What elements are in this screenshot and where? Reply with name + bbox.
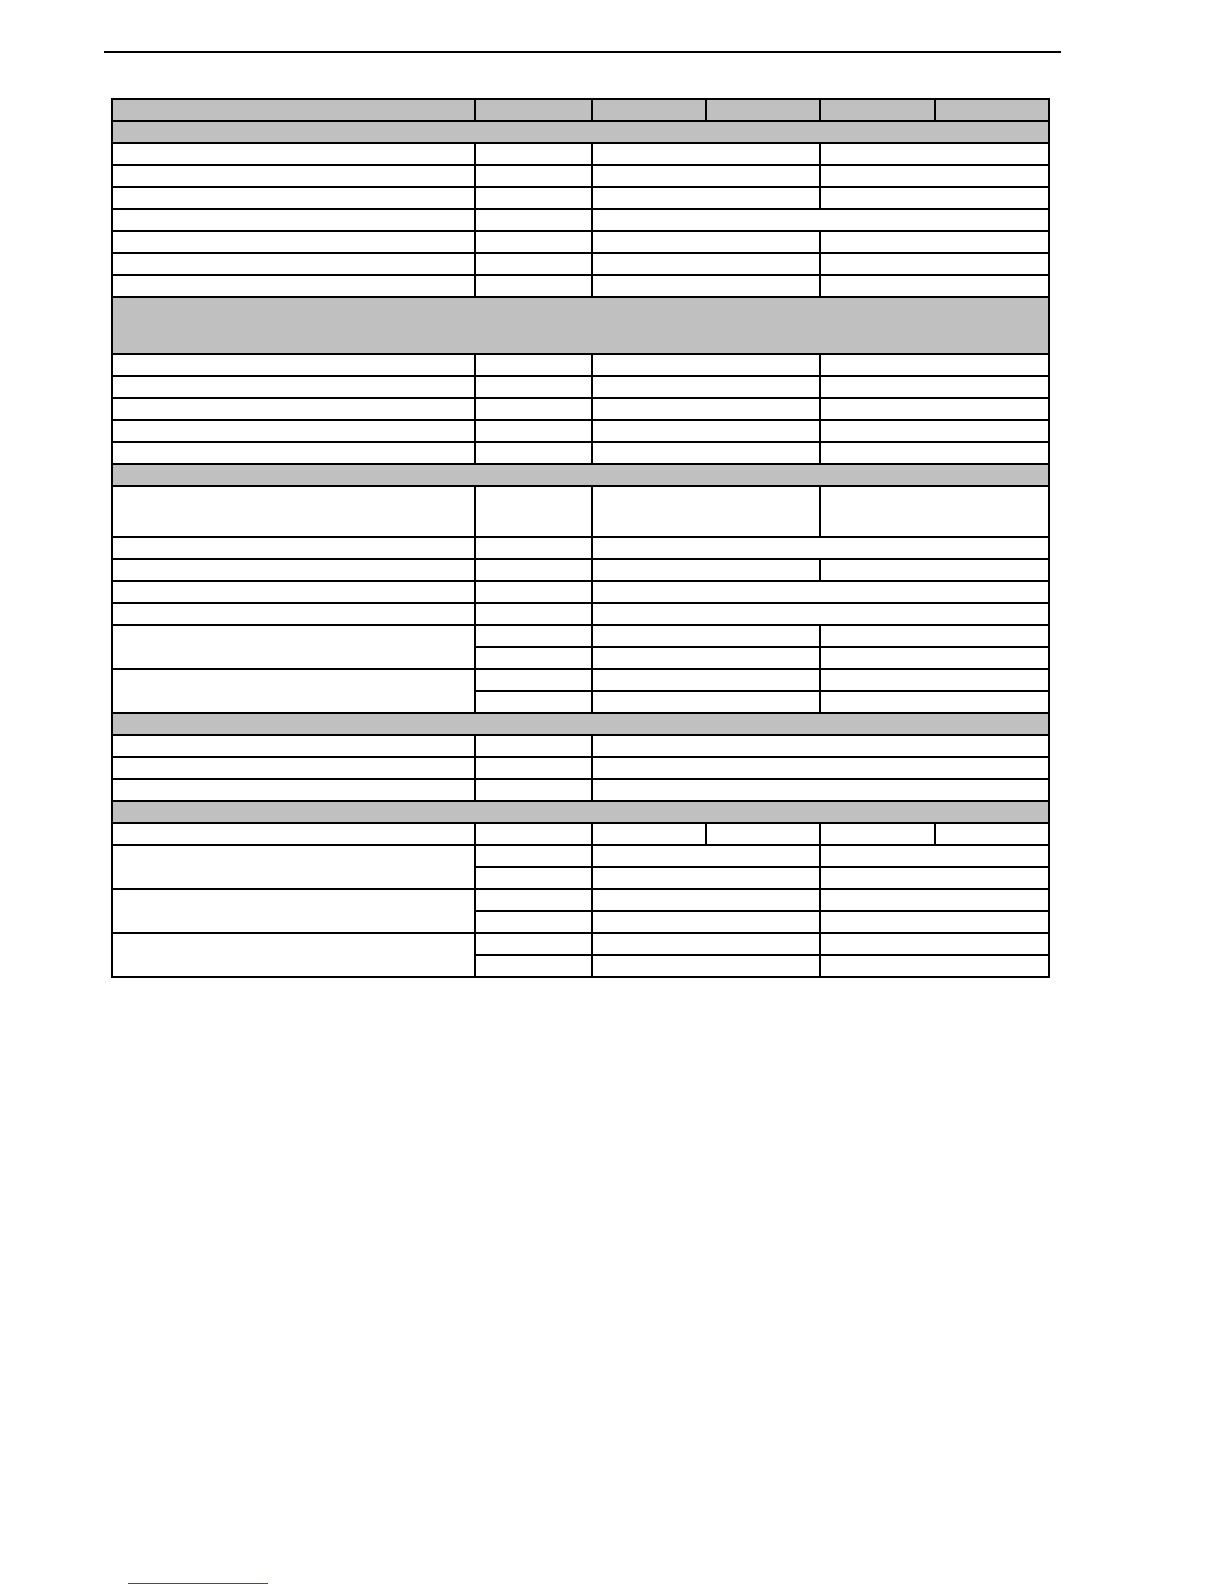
value-cell [592,442,820,464]
value-cell [592,691,820,713]
header-cell [112,99,475,121]
unit-cell [475,757,592,779]
footer-link-underline[interactable] [128,1583,268,1584]
section-row [112,464,1049,486]
unit-cell [475,187,592,209]
unit-cell [475,735,592,757]
label-cell [112,376,475,398]
section-cell [112,713,1049,735]
value-cell [820,231,1049,253]
unit-cell [475,398,592,420]
unit-cell [475,867,592,889]
unit-cell [475,376,592,398]
value-cell [592,911,820,933]
unit-cell [475,354,592,376]
label-cell [112,442,475,464]
table-row [112,420,1049,442]
table-row [112,187,1049,209]
section-row [112,121,1049,143]
unit-cell [475,933,592,955]
table-row [112,275,1049,297]
value-cell [592,757,1049,779]
value-cell [592,376,820,398]
label-cell [112,845,475,889]
table-row [112,143,1049,165]
unit-cell [475,647,592,669]
table-row [112,669,1049,691]
label-cell [112,209,475,231]
value-cell [820,165,1049,187]
section-cell [112,297,1049,354]
unit-cell [475,581,592,603]
value-cell [592,955,820,977]
label-cell [112,757,475,779]
table-row [112,486,1049,537]
value-cell [592,933,820,955]
value-cell [592,420,820,442]
table-row [112,231,1049,253]
table-row [112,823,1049,845]
value-cell [592,537,1049,559]
unit-cell [475,603,592,625]
unit-cell [475,669,592,691]
value-cell [820,867,1049,889]
unit-cell [475,165,592,187]
label-cell [112,603,475,625]
value-cell [592,735,1049,757]
label-cell [112,933,475,977]
header-rule [104,51,1061,53]
label-cell [112,779,475,801]
table-row [112,603,1049,625]
section-cell [112,801,1049,823]
value-cell [592,625,820,647]
value-cell [592,669,820,691]
table-row [112,209,1049,231]
table-header-row [112,99,1049,121]
unit-cell [475,420,592,442]
value-cell [820,845,1049,867]
header-cell [820,99,935,121]
section-row [112,713,1049,735]
value-cell [820,823,935,845]
section-cell [112,121,1049,143]
table-row [112,625,1049,647]
value-cell [592,581,1049,603]
value-cell [592,486,820,537]
value-cell [820,625,1049,647]
label-cell [112,559,475,581]
label-cell [112,823,475,845]
unit-cell [475,537,592,559]
value-cell [592,867,820,889]
table-row [112,354,1049,376]
unit-cell [475,143,592,165]
label-cell [112,537,475,559]
label-cell [112,625,475,669]
section-row [112,297,1049,354]
label-cell [112,253,475,275]
table-row [112,559,1049,581]
value-cell [706,823,820,845]
label-cell [112,581,475,603]
unit-cell [475,889,592,911]
table-row [112,933,1049,955]
value-cell [820,889,1049,911]
label-cell [112,486,475,537]
section-row [112,801,1049,823]
table-row [112,889,1049,911]
value-cell [820,559,1049,581]
value-cell [592,143,820,165]
value-cell [820,911,1049,933]
value-cell [592,845,820,867]
value-cell [820,669,1049,691]
value-cell [592,253,820,275]
value-cell [592,354,820,376]
unit-cell [475,442,592,464]
value-cell [820,691,1049,713]
value-cell [592,647,820,669]
unit-cell [475,845,592,867]
value-cell [820,275,1049,297]
unit-cell [475,231,592,253]
value-cell [592,603,1049,625]
table-row [112,376,1049,398]
value-cell [820,187,1049,209]
value-cell [820,955,1049,977]
label-cell [112,735,475,757]
value-cell [592,398,820,420]
value-cell [820,354,1049,376]
label-cell [112,889,475,933]
table-row [112,779,1049,801]
table-row [112,165,1049,187]
header-cell [475,99,592,121]
header-cell [706,99,820,121]
value-cell [592,209,1049,231]
value-cell [935,823,1049,845]
spec-table [111,98,1050,978]
value-cell [592,889,820,911]
value-cell [592,779,1049,801]
label-cell [112,275,475,297]
value-cell [820,933,1049,955]
label-cell [112,143,475,165]
header-cell [935,99,1049,121]
value-cell [820,376,1049,398]
value-cell [592,559,820,581]
value-cell [592,823,706,845]
unit-cell [475,911,592,933]
value-cell [820,253,1049,275]
table-row [112,757,1049,779]
table-row [112,442,1049,464]
value-cell [820,486,1049,537]
value-cell [592,187,820,209]
unit-cell [475,559,592,581]
table-row [112,581,1049,603]
value-cell [820,143,1049,165]
table-row [112,398,1049,420]
unit-cell [475,625,592,647]
label-cell [112,420,475,442]
label-cell [112,231,475,253]
unit-cell [475,955,592,977]
label-cell [112,354,475,376]
value-cell [592,231,820,253]
label-cell [112,187,475,209]
table-row [112,537,1049,559]
value-cell [820,420,1049,442]
header-cell [592,99,706,121]
value-cell [820,647,1049,669]
value-cell [820,442,1049,464]
unit-cell [475,275,592,297]
unit-cell [475,779,592,801]
section-cell [112,464,1049,486]
label-cell [112,669,475,713]
table-row [112,253,1049,275]
value-cell [820,398,1049,420]
unit-cell [475,691,592,713]
unit-cell [475,486,592,537]
unit-cell [475,823,592,845]
unit-cell [475,253,592,275]
table-row [112,845,1049,867]
label-cell [112,398,475,420]
value-cell [592,275,820,297]
label-cell [112,165,475,187]
unit-cell [475,209,592,231]
table-row [112,735,1049,757]
value-cell [592,165,820,187]
